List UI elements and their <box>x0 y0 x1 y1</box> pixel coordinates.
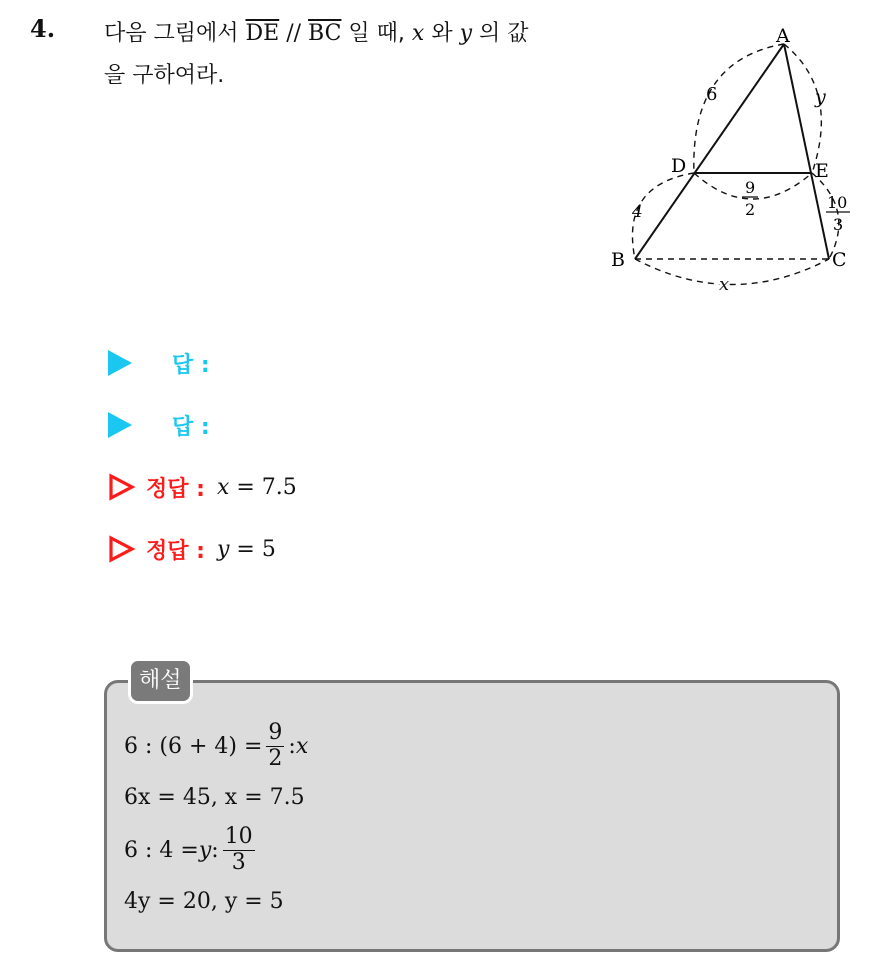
correct-answer-row-1 <box>108 470 297 504</box>
answer-label: 답 : <box>172 414 210 440</box>
correct-answer-label: 정답 : <box>146 538 205 564</box>
correct-answer-value <box>217 475 297 500</box>
solution-tag: 해설 <box>128 658 193 704</box>
sol1-colon: : <box>288 733 296 759</box>
correct-answer-value <box>217 537 276 562</box>
text-mid: 일 때, <box>341 21 412 46</box>
solution-line-3 <box>124 820 259 880</box>
segment-bc: $\overline{BC}$ <box>308 21 342 46</box>
arc-ae <box>784 44 821 173</box>
sol3-left: 6 : 4 = <box>124 837 199 863</box>
solution-line-1 <box>124 716 308 776</box>
problem-text-line1 <box>104 16 529 47</box>
line-ac <box>784 44 829 259</box>
answer-row-1 <box>108 346 210 380</box>
problem-text-line2: 을 구하여라. <box>104 63 225 88</box>
correct-answer-row-2 <box>108 532 276 566</box>
fraction-9-2 <box>266 721 284 770</box>
length-ec-den: 3 <box>833 215 844 234</box>
answer-var: x <box>216 474 230 500</box>
frac-numerator: 10 <box>224 824 253 850</box>
answer-row-2 <box>108 408 210 442</box>
outline-triangle-icon <box>108 473 136 501</box>
length-ae: y <box>815 86 826 108</box>
sol3-var: y <box>198 837 212 863</box>
length-ad: 6 <box>706 84 718 105</box>
frac-denominator: 3 <box>231 849 246 875</box>
correct-answer-label: 정답 : <box>146 476 205 502</box>
label-e: E <box>815 160 829 182</box>
answer-var: y <box>216 536 230 562</box>
label-c: C <box>832 249 847 271</box>
sol1-left: 6 : (6 + 4) = <box>124 733 263 759</box>
solution-line-4: 4y = 20, y = 5 <box>124 888 284 914</box>
length-de-den: 2 <box>745 200 756 219</box>
line-ab <box>635 44 784 259</box>
play-triangle-icon <box>108 412 132 438</box>
segment-de: $\overline{DE}$ <box>245 21 280 46</box>
answer-eq: = 5 <box>229 536 276 562</box>
outline-triangle-icon <box>108 535 136 563</box>
sol1-var: x <box>295 733 309 759</box>
label-a: A <box>776 25 790 47</box>
var-x: x <box>411 21 425 46</box>
answer-eq: = 7.5 <box>229 474 297 500</box>
play-triangle-icon <box>108 350 132 376</box>
solution-line-2: 6x = 45, x = 7.5 <box>124 784 305 810</box>
answer-label: 답 : <box>172 352 210 378</box>
length-ec-num: 10 <box>827 193 848 212</box>
arc-bc <box>635 259 829 285</box>
problem-number: 4. <box>30 14 56 43</box>
text-suffix: 의 값 <box>472 21 529 46</box>
label-b: B <box>611 249 625 271</box>
length-db: 4 <box>632 202 643 222</box>
length-de-num: 9 <box>745 178 756 197</box>
frac-numerator: 9 <box>268 720 283 746</box>
parallel-symbol: // <box>279 21 309 46</box>
var-y: y <box>459 21 473 46</box>
fraction-10-3 <box>223 825 255 874</box>
length-bc: x <box>719 274 730 295</box>
text-and: 와 <box>424 21 460 46</box>
text-prefix: 다음 그림에서 <box>104 21 246 46</box>
frac-denominator: 2 <box>268 745 283 771</box>
sol3-colon: : <box>211 837 219 863</box>
triangle-figure <box>600 20 870 300</box>
label-d: D <box>671 155 687 177</box>
